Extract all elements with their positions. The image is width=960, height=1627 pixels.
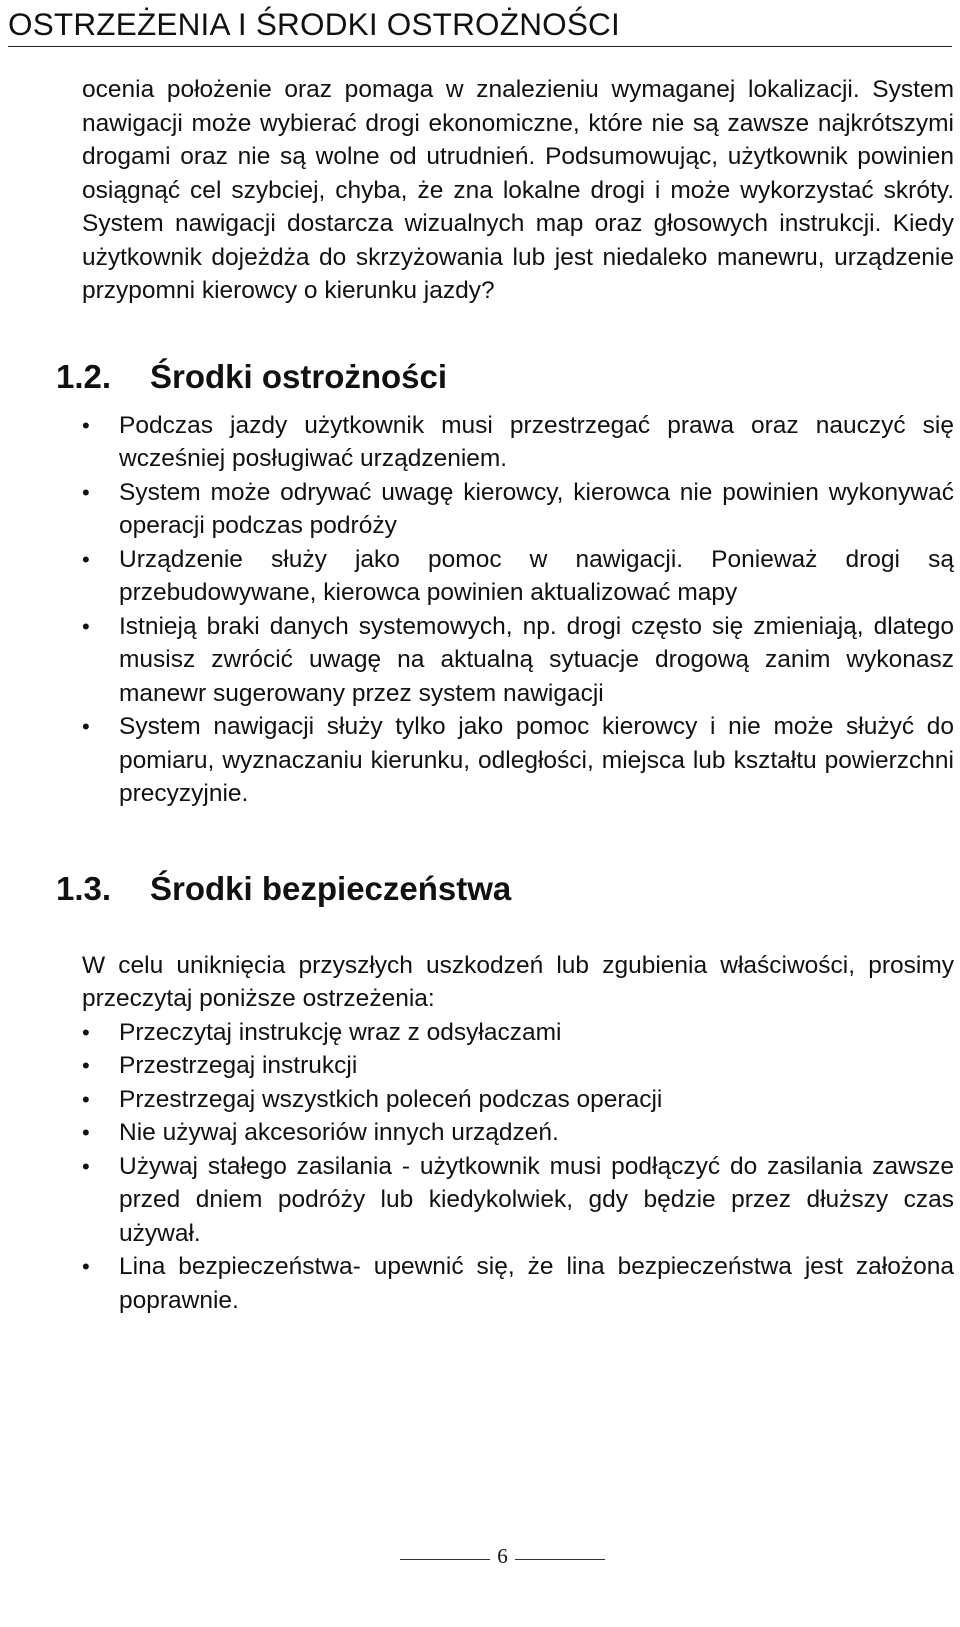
bullet-icon: • [82, 479, 90, 505]
list-item [82, 1016, 954, 1050]
page-title: OSTRZEŻENIA I ŚRODKI OSTROŻNOŚCI [8, 6, 620, 42]
section-title: Środki ostrożności [150, 357, 448, 395]
list-item [82, 710, 954, 811]
bullet-icon: • [82, 1254, 90, 1279]
safety-list [82, 1016, 954, 1318]
bullet-icon: • [82, 1153, 90, 1179]
section-heading-safety [56, 869, 954, 909]
list-item-text: Lina bezpieczeństwa- upewnić się, że lina bezpieczeństwa jest założona poprawnie. [119, 1253, 954, 1314]
bullet-icon: • [82, 1120, 90, 1145]
section-title: Środki bezpieczeństwa [150, 869, 512, 907]
list-item-text: Przestrzegaj instrukcji [119, 1052, 358, 1079]
list-item-text: Urządzenie służy jako pomoc w nawigacji. Ponieważ drogi są przebudowywane, kierowca powinien aktualizować mapy [119, 545, 954, 606]
page-number: 6 [497, 1544, 508, 1568]
bullet-icon: • [82, 1053, 90, 1078]
section-number: 1.3. [56, 869, 112, 907]
list-item-text: System nawigacji służy tylko jako pomoc kierowcy i nie może służyć do pomiaru, wyznaczaniu kierunku, odległości, miejsca lub kształtu powierzchni precyzyjnie. [119, 713, 954, 807]
list-item-text: Nie używaj akcesoriów innych urządzeń. [119, 1119, 559, 1146]
bullet-icon: • [82, 546, 90, 572]
safety-intro: W celu uniknięcia przyszłych uszkodzeń lub zgubienia właściwości, prosimy przeczytaj poniższe ostrzeżenia: [82, 951, 954, 1012]
list-item-text: System może odrywać uwagę kierowcy, kierowca nie powinien wykonywać operacji podczas podróży [119, 478, 954, 539]
bullet-icon: • [82, 613, 90, 639]
section-number: 1.2. [56, 357, 112, 395]
page-content [56, 73, 954, 1317]
list-item [82, 409, 954, 476]
list-item-text: Przestrzegaj wszystkich poleceń podczas operacji [119, 1085, 663, 1113]
bullet-icon: • [82, 714, 90, 739]
list-item [82, 476, 954, 543]
list-item [82, 1083, 954, 1117]
list-item [82, 1049, 954, 1083]
page-header [8, 2, 952, 47]
list-item [82, 1250, 954, 1317]
precautions-list [82, 409, 954, 811]
list-item [82, 1150, 954, 1251]
bullet-icon: • [82, 1086, 90, 1112]
bullet-icon: • [82, 1019, 90, 1045]
page-footer [400, 1541, 605, 1571]
list-item-text: Używaj stałego zasilania - użytkownik musi podłączyć do zasilania zawsze przed dniem podróży lub kiedykolwiek, gdy będzie przez dłuższy czas używał. [119, 1152, 954, 1247]
list-item-text: Przeczytaj instrukcję wraz z odsyłaczami [119, 1018, 562, 1046]
list-item-text: Istnieją braki danych systemowych, np. drogi często się zmieniają, dlatego musisz zwrócić uwagę na aktualną sytuacje drogową zanim wykonasz manewr sugerowany przez system nawigacji [119, 612, 954, 707]
list-item [82, 543, 954, 610]
list-item [82, 1116, 954, 1150]
footer-rule-right [515, 1559, 605, 1560]
intro-paragraph: ocenia położenie oraz pomaga w znalezieniu wymaganej lokalizacji. System nawigacji może wybierać drogi ekonomiczne, które nie są zawsze najkrótszymi drogami oraz nie są wolne od utrudnień. Podsumowując, użytkownik powinien osiągnąć cel szybciej, chyba, że zna lokalne drogi i może wykorzystać skróty. System nawigacji dostarcza wizualnych map oraz głosowych instrukcji. Kiedy użytkownik dojeżdża do skrzyżowania lub jest niedaleko manewru, urządzenie przypomni kierowcy o kierunku jazdy? [82, 76, 954, 304]
bullet-icon: • [82, 412, 90, 438]
footer-rule-left [400, 1559, 490, 1560]
section-heading-precautions [56, 357, 954, 397]
list-item [82, 610, 954, 711]
list-item-text: Podczas jazdy użytkownik musi przestrzegać prawa oraz nauczyć się wcześniej posługiwać urządzeniem. [119, 411, 954, 472]
